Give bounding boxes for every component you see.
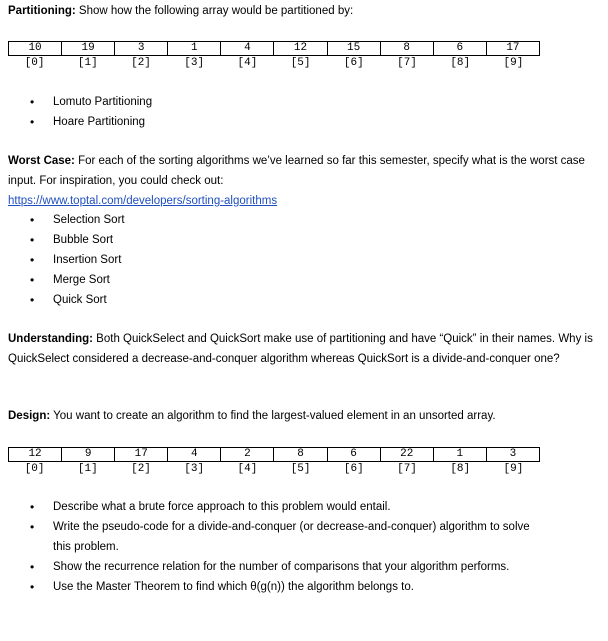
array-cell: 12 (274, 42, 327, 56)
array-cell: 6 (433, 42, 486, 56)
array-index: [0] (24, 57, 45, 69)
array-cell: 15 (327, 42, 380, 56)
array-cell: 8 (274, 448, 327, 462)
array-cell: 1 (433, 448, 486, 462)
array-cell: 22 (380, 448, 433, 462)
array-cell: 3 (115, 42, 168, 56)
understanding-prompt (8, 329, 600, 369)
understanding-heading: Understanding: (8, 333, 93, 345)
understanding-text: Both QuickSelect and QuickSort make use of partitioning and have “Quick” in their names. Why is QuickSelect considered a decrease-and-conquer algorithm whereas QuickSort is a divide-and-conquer one? (8, 333, 593, 365)
worst-case-bullets (8, 210, 125, 310)
list-item: • Selection Sort (8, 210, 125, 230)
array-index: [1] (77, 57, 98, 69)
array-index: [3] (184, 57, 205, 69)
list-item: • Describe what a brute force approach to this problem would entail. (8, 497, 548, 517)
worst-case-text: For each of the sorting algorithms we’ve learned so far this semester, specify what is the worst case input. For inspiration, you could check out: (8, 155, 585, 187)
array-cell: 17 (486, 42, 539, 56)
sorting-algorithms-link[interactable]: https://www.toptal.com/developers/sorting-algorithms (8, 195, 278, 207)
array-cell: 12 (9, 448, 62, 462)
design-bullets (8, 497, 548, 597)
array-index: [1] (77, 463, 98, 475)
list-item: • Use the Master Theorem to find which θ(g(n)) the algorithm belongs to. (8, 577, 548, 597)
array-index: [9] (503, 463, 524, 475)
worst-case-heading: Worst Case: (8, 155, 75, 167)
array-index: [7] (397, 57, 417, 69)
array-cell: 3 (486, 448, 539, 462)
array-index: [5] (290, 57, 311, 69)
array-index: [4] (237, 57, 258, 69)
array-index: [6] (343, 463, 364, 475)
array-cell: 4 (221, 42, 274, 56)
array-index: [2] (131, 57, 151, 69)
list-item: • Lomuto Partitioning (8, 92, 152, 112)
partitioning-heading: Partitioning: (8, 5, 76, 17)
array-cell: 9 (62, 448, 115, 462)
array-cell: 8 (380, 42, 433, 56)
list-item: • Bubble Sort (8, 230, 125, 250)
array-index: [7] (397, 463, 417, 475)
array-cell: 10 (9, 42, 62, 56)
list-item: • Show the recurrence relation for the number of comparisons that your algorithm performs. (8, 557, 548, 577)
design-array (8, 447, 540, 462)
design-prompt (8, 406, 600, 426)
array-cell: 1 (168, 42, 221, 56)
partitioning-indices (8, 57, 540, 70)
partitioning-text: Show how the following array would be partitioned by: (75, 5, 354, 17)
array-index: [5] (290, 463, 311, 475)
array-index: [2] (131, 463, 151, 475)
array-index: [9] (503, 57, 524, 69)
array-cell: 19 (62, 42, 115, 56)
partitioning-prompt (8, 1, 600, 21)
array-index: [8] (450, 57, 471, 69)
design-heading: Design: (8, 410, 51, 422)
array-index: [3] (184, 463, 205, 475)
array-index: [0] (24, 463, 45, 475)
array-index: [6] (343, 57, 364, 69)
list-item: • Merge Sort (8, 270, 125, 290)
list-item: • Quick Sort (8, 290, 125, 310)
partitioning-array (8, 41, 540, 56)
design-indices (8, 463, 540, 476)
worst-case-prompt (8, 151, 600, 211)
design-text: You want to create an algorithm to find the largest-valued element in an unsorted array. (50, 410, 496, 422)
array-index: [8] (450, 463, 471, 475)
list-item: • Insertion Sort (8, 250, 125, 270)
array-index: [4] (237, 463, 258, 475)
list-item: • Write the pseudo-code for a divide-and-conquer (or decrease-and-conquer) algorithm to solve this problem. (8, 517, 548, 557)
array-cell: 6 (327, 448, 380, 462)
partitioning-bullets (8, 92, 152, 132)
array-cell: 2 (221, 448, 274, 462)
array-cell: 4 (168, 448, 221, 462)
list-item: • Hoare Partitioning (8, 112, 152, 132)
array-cell: 17 (115, 448, 168, 462)
